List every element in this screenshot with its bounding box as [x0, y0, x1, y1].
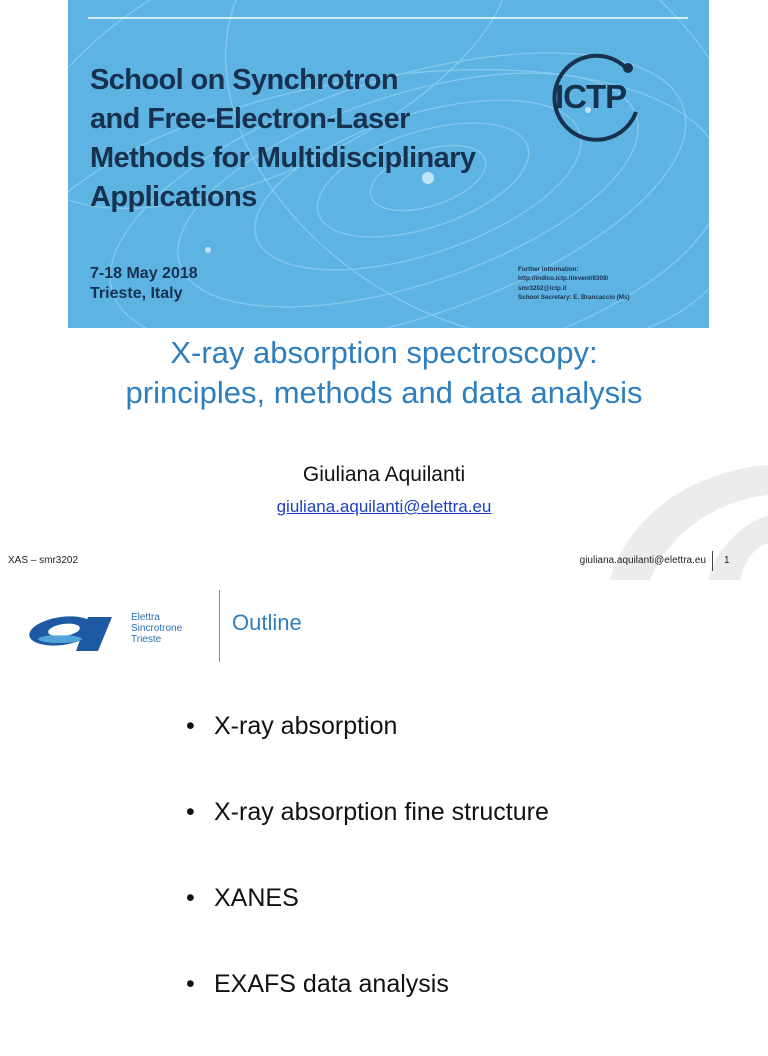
footer-course: XAS – smr3202	[8, 555, 79, 566]
school-title-line: Methods for Multidisciplinary	[90, 142, 476, 174]
info-line: http://indico.ictp.it/event/8308/	[518, 275, 609, 283]
logo-line: Elettra	[131, 612, 160, 623]
school-info	[518, 265, 703, 303]
list-item: • XANES	[186, 884, 549, 970]
logo-line: Sincrotrone	[131, 623, 183, 634]
footer-email: giuliana.aquilanti@elettra.eu	[579, 555, 706, 566]
elettra-logo-text	[131, 612, 182, 645]
outline-list	[186, 712, 549, 1056]
elettra-logo-icon	[26, 609, 126, 657]
info-line: School Secretary: E. Brancaccio (Ms)	[518, 294, 630, 302]
school-title-line: School on Synchrotron	[90, 64, 399, 96]
footer-page-number: 1	[724, 555, 730, 566]
logo-line: Trieste	[131, 634, 162, 645]
slide-title-line: X-ray absorption spectroscopy:	[170, 335, 598, 370]
ictp-logo-text: ICTP	[555, 78, 627, 115]
school-location-line: Trieste, Italy	[90, 285, 183, 302]
school-title-line: and Free-Electron-Laser	[90, 103, 410, 135]
author-name: Giuliana Aquilanti	[302, 463, 466, 486]
list-item: • X-ray absorption	[186, 712, 549, 798]
info-line: smr3202@ictp.it	[518, 284, 567, 292]
author-email-link[interactable]: giuliana.aquilanti@elettra.eu	[276, 497, 492, 516]
school-title-line: Applications	[90, 181, 257, 213]
list-item: • EXAFS data analysis	[186, 970, 549, 1056]
header-divider	[219, 590, 220, 662]
slide-title	[0, 333, 768, 413]
info-line: Further information:	[518, 266, 579, 273]
slide-title-line: principles, methods and data analysis	[125, 375, 643, 410]
list-item: • X-ray absorption fine structure	[186, 798, 549, 884]
school-banner	[68, 0, 709, 328]
footer-divider	[712, 551, 713, 571]
school-title	[90, 61, 530, 217]
outline-heading: Outline	[232, 610, 302, 635]
outline-slide	[0, 582, 768, 1024]
school-date-line: 7-18 May 2018	[90, 265, 198, 282]
school-date	[90, 264, 198, 304]
